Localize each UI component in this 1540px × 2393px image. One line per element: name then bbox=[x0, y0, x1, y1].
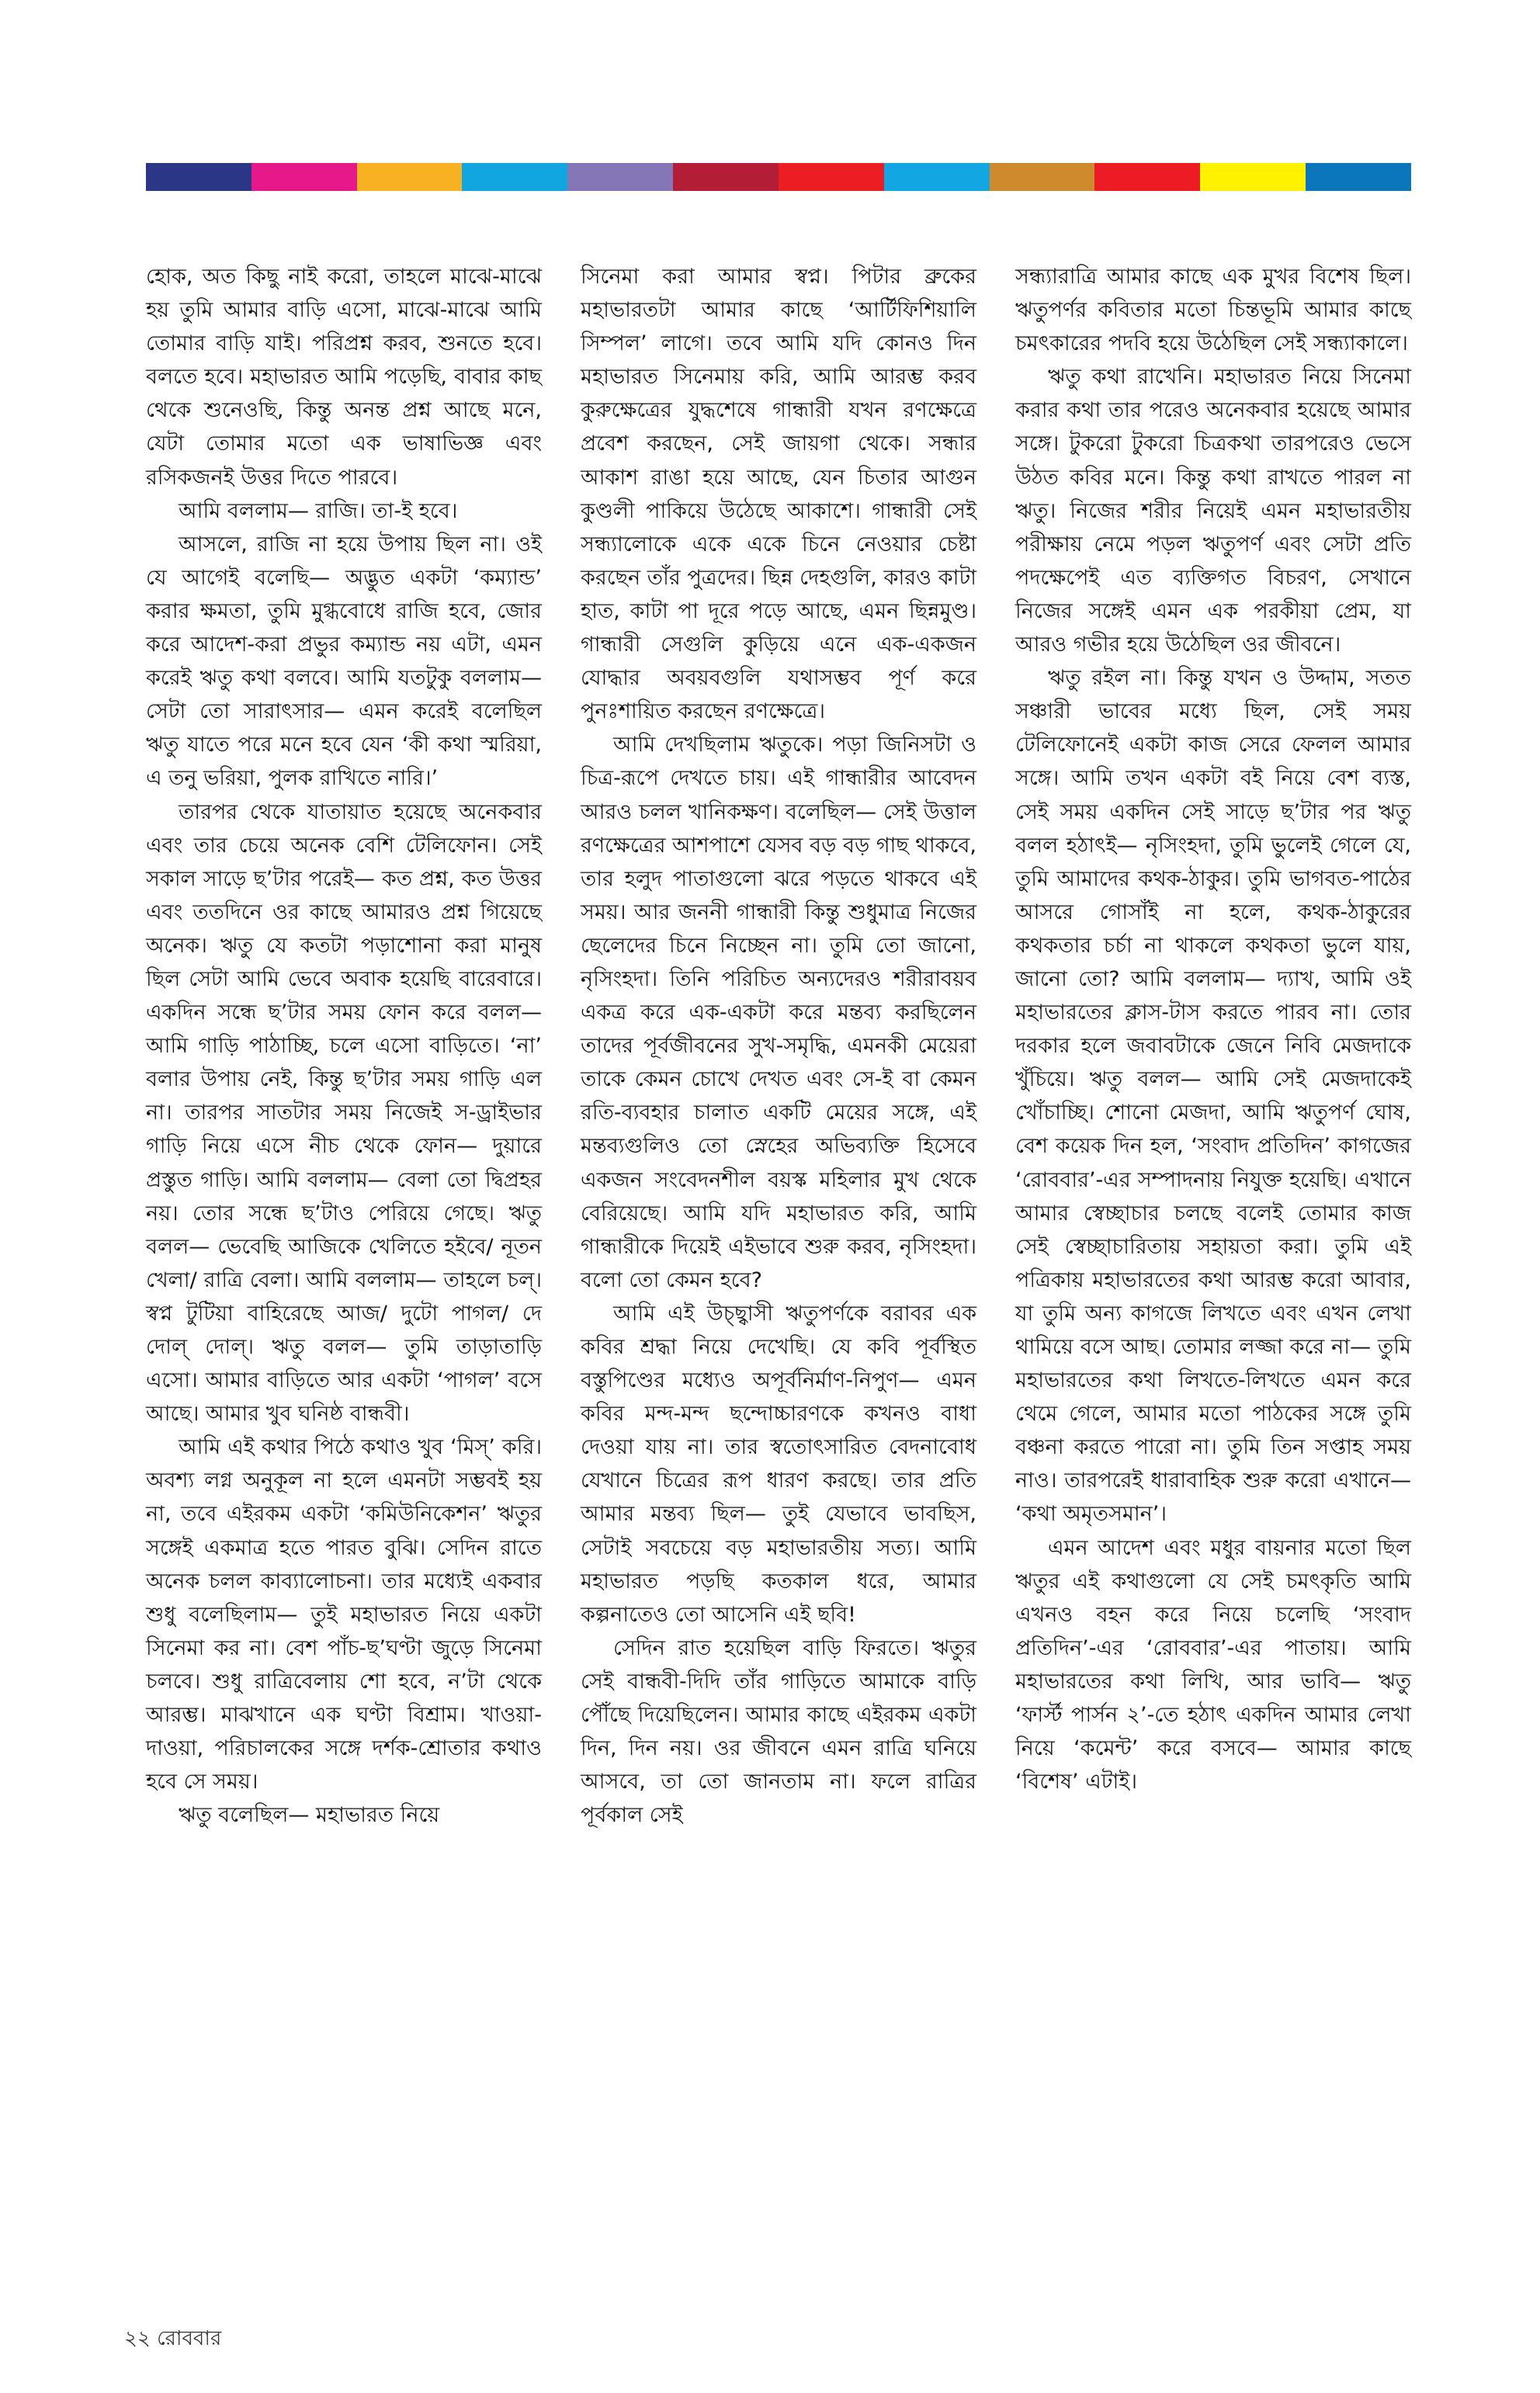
paragraph: আমি এই উচ্ছ্বাসী ঋতুপর্ণকে বরাবর এক কবির শ্রদ্ধা নিয়ে দেখেছি। যে কবি পূর্বস্থিত বস্তুপিণ্ডের মধ্যেও অপূর্বনির্মাণ-নিপুণ— এমন কবির মন্দ-মন্দ ছন্দোচ্চারণকে কখনও বাধা দেওয়া যায় না। তার স্বতোৎসারিত বেদনাবোধ যেখানে চিত্রের রূপ ধারণ করছে। তার প্রতি আমার মন্তব্য ছিল— তুই যেভাবে ভাবছিস, সেটাই সবচেয়ে বড় মহাভারতীয় সত্য। আমি মহাভারত পড়ছি কতকাল ধরে, আমার কল্পনাতেও তো আসেনি এই ছবি! bbox=[581, 1301, 976, 1627]
color-bar-segment bbox=[884, 163, 990, 191]
color-bar-segment bbox=[673, 163, 779, 191]
color-bar-segment bbox=[146, 163, 251, 191]
paragraph: আমি এই কথার পিঠে কথাও খুব ‘মিস্’ করি। অবশ্য লগ্ন অনুকূল না হলে এমনটা সম্ভবই হয় না, তবে এইরকম একটা ‘কমিউনিকেশন’ ঋতুর সঙ্গেই একমাত্র হতে পারত বুঝি। সেদিন রাতে অনেক চলল কাব্যালোচনা। তার মধ্যেই একবার শুধু বলেছিলাম— তুই মহাভারত নিয়ে একটা সিনেমা কর না। বেশ পাঁচ-ছ’ঘণ্টা জুড়ে সিনেমা চলবে। শুধু রাত্রিবেলায় শো হবে, ন’টা থেকে আরম্ভ। মাঝখানে এক ঘণ্টা বিশ্রাম। খাওয়া-দাওয়া, পরিচালকের সঙ্গে দর্শক-শ্রোতার কথাও হবে সে সময়। bbox=[146, 1435, 542, 1795]
page-number-label: ২২ রোববার bbox=[124, 2327, 222, 2350]
paragraph: আসলে, রাজি না হয়ে উপায় ছিল না। ওই যে আগেই বলেছি— অদ্ভুত একটা ‘কম্যান্ড’ করার ক্ষমতা, তুমি মুগ্ধবোধে রাজি হবে, জোর করে আদেশ-করা প্রভুর কম্যান্ড নয় এটা, এমন করেই ঋতু কথা বলবে। আমি যতটুকু বললাম— সেটা তো সারাৎসার— এমন করেই বলেছিল ঋতু যাতে পরে মনে হবে যেন ‘কী কথা স্মরিয়া, এ তনু ভরিয়া, পুলক রাখিতে নারি।’ bbox=[146, 532, 542, 791]
page-footer bbox=[124, 2322, 221, 2357]
color-bar-segment bbox=[462, 163, 567, 191]
paragraph: আমি দেখছিলাম ঋতুকে। পড়া জিনিসটা ও চিত্র-রূপে দেখতে চায়। এই গান্ধারীর আবেদন আরও চলল খানিকক্ষণ। বলেছিল— সেই উত্তাল রণক্ষেত্রের আশপাশে যেসব বড় বড় গাছ থাকবে, তার হলুদ পাতাগুলো ঝরে পড়তে থাকবে এই সময়। আর জননী গান্ধারী কিন্তু শুধুমাত্র নিজের ছেলেদের চিনে নিচ্ছেন না। তুমি তো জানো, নৃসিংহদা। তিনি পরিচিত অন্যদেরও শরীরাবয়ব একত্র করে এক-একটা করে মন্তব্য করছিলেন তাদের পূর্বজীবনের সুখ-সমৃদ্ধি, এমনকী মেয়েরা তাকে কেমন চোখে দেখত এবং সে-ই বা কেমন রতি-ব্যবহার চালাত একটি মেয়ের সঙ্গে, এই মন্তব্যগুলিও তো স্নেহের অভিব্যক্তি হিসেবে একজন সংবেদনশীল বয়স্ক মহিলার মুখ থেকে বেরিয়েছে। আমি যদি মহাভারত করি, আমি গান্ধারীকে দিয়েই এইভাবে শুরু করব, নৃসিংহদা। বলো তো কেমন হবে? bbox=[581, 733, 976, 1292]
paragraph: সিনেমা করা আমার স্বপ্ন। পিটার ব্রুকের মহাভারতটা আমার কাছে ‘আর্টিফিশিয়ালি সিম্পল’ লাগে। তবে আমি যদি কোনও দিন মহাভারত সিনেমায় করি, আমি আরম্ভ করব কুরুক্ষেত্রের যুদ্ধশেষে গান্ধারী যখন রণক্ষেত্রে প্রবেশ করছেন, সেই জায়গা থেকে। সন্ধার আকাশ রাঙা হয়ে আছে, যেন চিতার আগুন কুণ্ডলী পাকিয়ে উঠেছে আকাশে। গান্ধারী সেই সন্ধ্যালোকে একে একে চিনে নেওয়ার চেষ্টা করছেন তাঁর পুত্রদের। ছিন্ন দেহগুলি, কারও কাটা হাত, কাটা পা দূরে পড়ে আছে, এমন ছিন্নমুণ্ড। গান্ধারী সেগুলি কুড়িয়ে এনে এক-একজন যোদ্ধার অবয়বগুলি যথাসম্ভব পূর্ণ করে পুনঃশায়িত করছেন রণক্ষেত্রে। bbox=[581, 265, 976, 724]
text-column-3 bbox=[1015, 260, 1411, 1798]
color-bar-segment bbox=[990, 163, 1095, 191]
paragraph: ঋতু বলেছিল— মহাভারত নিয়ে bbox=[179, 1803, 440, 1828]
header-color-bar bbox=[146, 163, 1411, 191]
color-bar-segment bbox=[251, 163, 357, 191]
color-bar-segment bbox=[1200, 163, 1306, 191]
text-column-1 bbox=[146, 260, 542, 1832]
paragraph: ঋতু রইল না। কিন্তু যখন ও উদ্দাম, সতত সঞ্চারী ভাবের মধ্যে ছিল, সেই সময় টেলিফোনেই একটা কাজ সেরে ফেলল আমার সঙ্গে। আমি তখন একটা বই নিয়ে বেশ ব্যস্ত, সেই সময় একদিন সেই সাড়ে ছ’টার পর ঋতু বলল হঠাৎই— নৃসিংহদা, তুমি ভুলেই গেলে যে, তুমি আমাদের কথক-ঠাকুর। তুমি ভাগবত-পাঠের আসরে গোসাঁই না হলে, কথক-ঠাকুরের কথকতার চর্চা না থাকলে কথকতা ভুলে যায়, জানো তো? আমি বললাম— দ্যাখ, আমি ওই মহাভারতের ক্লাস-টাস করতে পারব না। তোর দরকার হলে জবাবটাকে জেনে নিবি মেজদাকে খুঁচিয়ে। ঋতু বলল— আমি সেই মেজদাকেই খোঁচাচ্ছি। শোনো মেজদা, আমি ঋতুপর্ণ ঘোষ, বেশ কয়েক দিন হল, ‘সংবাদ প্রতিদিন’ কাগজের ‘রোববার’-এর সম্পাদনায় নিযুক্ত হয়েছি। এখানে আমার স্বেচ্ছাচার চলছে বলেই তোমার কাজ সেই স্বেচ্ছাচারিতায় সহায়তা করা। তুমি এই পত্রিকায় মহাভারতের কথা আরম্ভ করো আবার, যা তুমি অন্য কাগজে লিখতে এবং এখন লেখা থামিয়ে বসে আছ। তোমার লজ্জা করে না— তুমি মহাভারতের কথা লিখতে-লিখতে এমন করে থেমে গেলে, আমার মতো পাঠকের সঙ্গে তুমি বঞ্চনা করতে পারো না। তুমি তিন সপ্তাহ সময় নাও। তারপরেই ধারাবাহিক শুরু করো এখানে— ‘কথা অমৃতসমান’। bbox=[1015, 666, 1411, 1527]
color-bar-segment bbox=[567, 163, 673, 191]
color-bar-segment bbox=[1094, 163, 1200, 191]
paragraph: ঋতু কথা রাখেনি। মহাভারত নিয়ে সিনেমা করার কথা তার পরেও অনেকবার হয়েছে আমার সঙ্গে। টুকরো টুকরো চিত্রকথা তারপরেও ভেসে উঠত কবির মনে। কিন্তু কথা রাখতে পারল না ঋতু। নিজের শরীর নিয়েই এমন মহাভারতীয় পরীক্ষায় নেমে পড়ল ঋতুপর্ণ এবং সেটা প্রতি পদক্ষেপেই এত ব্যক্তিগত বিচরণ, সেখানে নিজের সঙ্গেই এমন এক পরকীয়া প্রেম, যা আরও গভীর হয়ে উঠেছিল ওর জীবনে। bbox=[1015, 365, 1411, 657]
color-bar-segment bbox=[779, 163, 884, 191]
paragraph: হোক, অত কিছু নাই করো, তাহলে মাঝে-মাঝে হয় তুমি আমার বাড়ি এসো, মাঝে-মাঝে আমি তোমার বাড়ি যাই। পরিপ্রশ্ন করব, শুনতে হবে। বলতে হবে। মহাভারত আমি পড়েছি, বাবার কাছ থেকে শুনেওছি, কিন্তু অনন্ত প্রশ্ন আছে মনে, যেটা তোমার মতো এক ভাষাভিজ্ঞ এবং রসিকজনই উত্তর দিতে পারবে। bbox=[146, 265, 542, 490]
paragraph: এমন আদেশ এবং মধুর বায়নার মতো ছিল ঋতুর এই কথাগুলো যে সেই চমৎকৃতি আমি এখনও বহন করে নিয়ে চলেছি ‘সংবাদ প্রতিদিন’-এর ‘রোববার’-এর পাতায়। আমি মহাভারতের কথা লিখি, আর ভাবি— ঋতু ‘ফার্স্ট পার্সন ২’-তে হঠাৎ একদিন আমার লেখা নিয়ে ‘কমেন্ট’ করে বসবে— আমার কাছে ‘বিশেষ’ এটাই। bbox=[1015, 1535, 1411, 1795]
paragraph: সন্ধ্যারাত্রি আমার কাছে এক মুখর বিশেষ ছিল। ঋতুপর্ণর কবিতার মতো চিন্তভূমি আমার কাছে চমৎকারের পদবি হয়ে উঠেছিল সেই সন্ধ্যাকালে। bbox=[1015, 265, 1411, 356]
article-body bbox=[0, 260, 1540, 2247]
paragraph: সেদিন রাত হয়েছিল বাড়ি ফিরতে। ঋতুর সেই বান্ধবী-দিদি তাঁর গাড়িতে আমাকে বাড়ি পৌঁছে দিয়েছিলেন। আমার কাছে এইরকম একটা দিন, দিন নয়। ওর জীবনে এমন রাত্রি ঘনিয়ে আসবে, তা তো জানতাম না। ফলে রাত্রির পূর্বকাল সেই bbox=[581, 1635, 976, 1828]
color-bar-segment bbox=[1306, 163, 1411, 191]
color-bar-segment bbox=[357, 163, 463, 191]
paragraph: আমি বললাম— রাজি। তা-ই হবে। bbox=[179, 498, 458, 523]
text-column-2 bbox=[581, 260, 976, 1832]
paragraph: তারপর থেকে যাতায়াত হয়েছে অনেকবার এবং তার চেয়ে অনেক বেশি টেলিফোন। সেই সকাল সাড়ে ছ’টার পরেই— কত প্রশ্ন, কত উত্তর এবং ততদিনে ওর কাছে আমারও প্রশ্ন গিয়েছে অনেক। ঋতু যে কতটা পড়াশোনা করা মানুষ ছিল সেটা আমি ভেবে অবাক হয়েছি বারেবারে। একদিন সন্ধে ছ’টার সময় ফোন করে বলল— আমি গাড়ি পাঠাচ্ছি, চলে এসো বাড়িতে। ‘না’ বলার উপায় নেই, কিন্তু ছ’টার সময় গাড়ি এল না। তারপর সাতটার সময় নিজেই স-ড্রাইভার গাড়ি নিয়ে এসে নীচ থেকে ফোন— দুয়ারে প্রস্তুত গাড়ি। আমি বললাম— বেলা তো দ্বিপ্রহর নয়। তোর সন্ধে ছ’টাও পেরিয়ে গেছে। ঋতু বলল— ভেবেছি আজিকে খেলিতে হইবে/ নূতন খেলা/ রাত্রি বেলা। আমি বললাম— তাহলে চল্। স্বপ্ন টুটিয়া বাহিরেছে আজ/ দুটো পাগল/ দে দোল্ দোল্। ঋতু বলল— তুমি তাড়াতাড়ি এসো। আমার বাড়িতে আর একটা ‘পাগল’ বসে আছে। আমার খুব ঘনিষ্ঠ বান্ধবী। bbox=[146, 799, 542, 1427]
